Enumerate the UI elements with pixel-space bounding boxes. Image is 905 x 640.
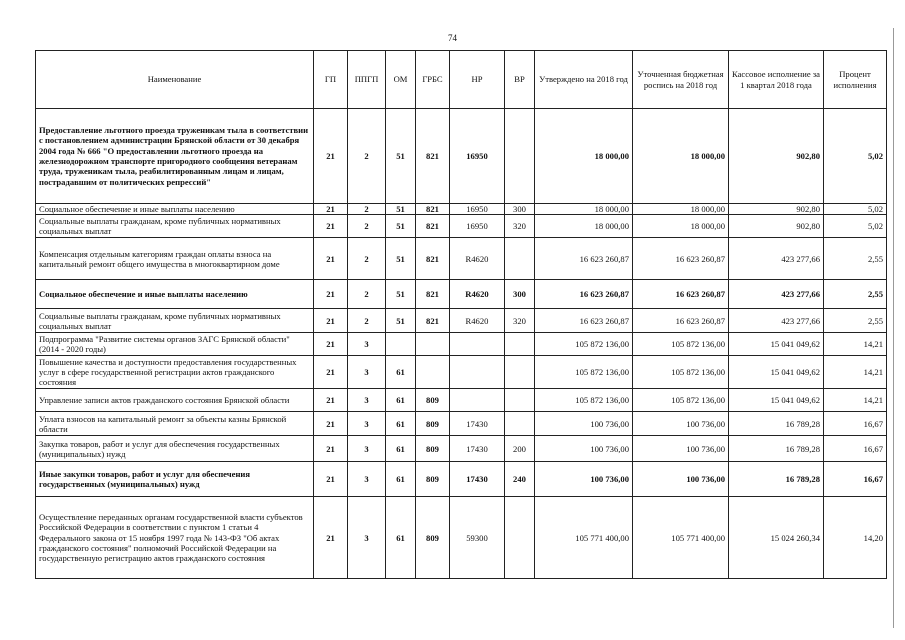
table-row <box>36 497 887 579</box>
row-om: 61 <box>386 356 416 389</box>
table-row <box>36 389 887 412</box>
row-grbs: 809 <box>416 436 450 462</box>
row-om: 61 <box>386 497 416 579</box>
row-name: Управление записи актов гражданского состояния Брянской области <box>36 389 314 412</box>
row-approved: 16 623 260,87 <box>535 280 633 309</box>
row-vr <box>505 412 535 436</box>
row-name: Осуществление переданных органам государственной власти субъектов Российской Федерации в соответствии с пунктом 1 статьи 4 Федерального закона от 15 ноября 1997 года № 143-ФЗ "Об актах гражданского состояния" полномочий Российской Федерации на государственную регистрацию актов гражданского состояния <box>36 497 314 579</box>
row-cash: 16 789,28 <box>729 412 824 436</box>
row-vr <box>505 109 535 204</box>
header-cash: Кассовое исполнение за 1 квартал 2018 года <box>729 51 824 109</box>
row-approved: 18 000,00 <box>535 215 633 238</box>
row-vr <box>505 497 535 579</box>
header-om: ОМ <box>386 51 416 109</box>
table-row <box>36 215 887 238</box>
row-vr: 240 <box>505 462 535 497</box>
row-vr <box>505 389 535 412</box>
row-percent: 16,67 <box>824 462 887 497</box>
row-vr: 200 <box>505 436 535 462</box>
row-cash: 902,80 <box>729 109 824 204</box>
row-percent: 5,02 <box>824 204 887 215</box>
row-grbs <box>416 356 450 389</box>
row-refined: 16 623 260,87 <box>633 309 729 333</box>
row-approved: 18 000,00 <box>535 204 633 215</box>
row-om: 61 <box>386 389 416 412</box>
row-percent: 2,55 <box>824 309 887 333</box>
row-gp: 21 <box>314 309 348 333</box>
row-vr: 320 <box>505 309 535 333</box>
row-name: Закупка товаров, работ и услуг для обеспечения государственных (муниципальных) нужд <box>36 436 314 462</box>
table-row <box>36 412 887 436</box>
row-ppgp: 2 <box>348 309 386 333</box>
table-row <box>36 109 887 204</box>
row-np: R4620 <box>450 309 505 333</box>
row-cash: 16 789,28 <box>729 436 824 462</box>
row-gp: 21 <box>314 436 348 462</box>
row-grbs: 809 <box>416 497 450 579</box>
row-cash: 423 277,66 <box>729 309 824 333</box>
row-grbs: 821 <box>416 204 450 215</box>
row-np: 16950 <box>450 204 505 215</box>
row-ppgp: 3 <box>348 462 386 497</box>
row-ppgp: 2 <box>348 215 386 238</box>
header-refined: Уточненная бюджетная роспись на 2018 год <box>633 51 729 109</box>
row-percent: 5,02 <box>824 109 887 204</box>
header-approved: Утверждено на 2018 год <box>535 51 633 109</box>
row-np: 16950 <box>450 215 505 238</box>
row-ppgp: 3 <box>348 333 386 356</box>
row-grbs: 821 <box>416 238 450 280</box>
table-row <box>36 356 887 389</box>
row-ppgp: 2 <box>348 238 386 280</box>
row-gp: 21 <box>314 333 348 356</box>
row-grbs <box>416 333 450 356</box>
row-cash: 16 789,28 <box>729 462 824 497</box>
row-name: Уплата взносов на капитальный ремонт за объекты казны Брянской области <box>36 412 314 436</box>
row-ppgp: 3 <box>348 497 386 579</box>
row-om: 51 <box>386 309 416 333</box>
row-name: Социальное обеспечение и иные выплаты населению <box>36 280 314 309</box>
row-cash: 902,80 <box>729 204 824 215</box>
row-approved: 100 736,00 <box>535 412 633 436</box>
row-approved: 100 736,00 <box>535 436 633 462</box>
row-refined: 18 000,00 <box>633 204 729 215</box>
row-om: 51 <box>386 204 416 215</box>
row-gp: 21 <box>314 462 348 497</box>
row-name: Иные закупки товаров, работ и услуг для обеспечения государственных (муниципальных) нужд <box>36 462 314 497</box>
row-cash: 423 277,66 <box>729 238 824 280</box>
row-np <box>450 356 505 389</box>
row-approved: 100 736,00 <box>535 462 633 497</box>
row-grbs: 809 <box>416 412 450 436</box>
row-np: 16950 <box>450 109 505 204</box>
row-percent: 14,20 <box>824 497 887 579</box>
row-approved: 105 872 136,00 <box>535 356 633 389</box>
row-vr <box>505 238 535 280</box>
row-refined: 100 736,00 <box>633 412 729 436</box>
row-ppgp: 2 <box>348 280 386 309</box>
row-ppgp: 2 <box>348 204 386 215</box>
row-om: 61 <box>386 436 416 462</box>
row-gp: 21 <box>314 497 348 579</box>
row-gp: 21 <box>314 238 348 280</box>
table-header-row <box>36 51 887 109</box>
row-cash: 902,80 <box>729 215 824 238</box>
row-vr: 300 <box>505 204 535 215</box>
table-row <box>36 333 887 356</box>
page-number: 74 <box>448 33 457 43</box>
row-approved: 105 872 136,00 <box>535 389 633 412</box>
row-refined: 105 872 136,00 <box>633 333 729 356</box>
row-approved: 105 771 400,00 <box>535 497 633 579</box>
header-percent: Процент исполнения <box>824 51 887 109</box>
row-name: Повышение качества и доступности предоставления государственных услуг в сфере государственной регистрации актов гражданского состояния <box>36 356 314 389</box>
row-percent: 14,21 <box>824 333 887 356</box>
row-om: 51 <box>386 238 416 280</box>
row-ppgp: 3 <box>348 412 386 436</box>
row-grbs: 821 <box>416 215 450 238</box>
row-np: 17430 <box>450 436 505 462</box>
row-gp: 21 <box>314 412 348 436</box>
row-refined: 105 771 400,00 <box>633 497 729 579</box>
row-np: 17430 <box>450 412 505 436</box>
row-cash: 15 024 260,34 <box>729 497 824 579</box>
header-np: НР <box>450 51 505 109</box>
row-vr <box>505 356 535 389</box>
row-om: 61 <box>386 412 416 436</box>
row-vr: 300 <box>505 280 535 309</box>
budget-execution-table <box>35 50 887 579</box>
row-approved: 105 872 136,00 <box>535 333 633 356</box>
row-grbs: 809 <box>416 389 450 412</box>
row-np: 59300 <box>450 497 505 579</box>
row-ppgp: 3 <box>348 356 386 389</box>
row-approved: 18 000,00 <box>535 109 633 204</box>
row-om <box>386 333 416 356</box>
row-percent: 16,67 <box>824 412 887 436</box>
row-gp: 21 <box>314 389 348 412</box>
row-grbs: 821 <box>416 109 450 204</box>
row-percent: 14,21 <box>824 389 887 412</box>
row-om: 51 <box>386 215 416 238</box>
row-vr: 320 <box>505 215 535 238</box>
header-grbs: ГРБС <box>416 51 450 109</box>
row-np: R4620 <box>450 238 505 280</box>
row-refined: 18 000,00 <box>633 109 729 204</box>
row-ppgp: 3 <box>348 389 386 412</box>
row-ppgp: 2 <box>348 109 386 204</box>
row-grbs: 821 <box>416 280 450 309</box>
table-row <box>36 204 887 215</box>
row-cash: 15 041 049,62 <box>729 333 824 356</box>
row-np <box>450 389 505 412</box>
table-row <box>36 309 887 333</box>
row-refined: 105 872 136,00 <box>633 389 729 412</box>
row-approved: 16 623 260,87 <box>535 238 633 280</box>
row-grbs: 821 <box>416 309 450 333</box>
row-cash: 15 041 049,62 <box>729 389 824 412</box>
row-refined: 18 000,00 <box>633 215 729 238</box>
row-name: Социальные выплаты гражданам, кроме публичных нормативных социальных выплат <box>36 309 314 333</box>
header-name: Наименование <box>36 51 314 109</box>
row-approved: 16 623 260,87 <box>535 309 633 333</box>
row-om: 51 <box>386 109 416 204</box>
row-cash: 423 277,66 <box>729 280 824 309</box>
row-np: 17430 <box>450 462 505 497</box>
row-gp: 21 <box>314 109 348 204</box>
row-cash: 15 041 049,62 <box>729 356 824 389</box>
row-refined: 105 872 136,00 <box>633 356 729 389</box>
row-percent: 16,67 <box>824 436 887 462</box>
row-gp: 21 <box>314 280 348 309</box>
row-om: 61 <box>386 462 416 497</box>
row-ppgp: 3 <box>348 436 386 462</box>
row-refined: 100 736,00 <box>633 462 729 497</box>
row-refined: 16 623 260,87 <box>633 238 729 280</box>
row-np: R4620 <box>450 280 505 309</box>
row-grbs: 809 <box>416 462 450 497</box>
header-vr: ВР <box>505 51 535 109</box>
row-percent: 2,55 <box>824 238 887 280</box>
row-vr <box>505 333 535 356</box>
row-name: Социальные выплаты гражданам, кроме публичных нормативных социальных выплат <box>36 215 314 238</box>
table-row <box>36 280 887 309</box>
row-np <box>450 333 505 356</box>
row-percent: 2,55 <box>824 280 887 309</box>
row-name: Компенсация отдельным категориям граждан оплаты взноса на капитальный ремонт общего имущества в многоквартирном доме <box>36 238 314 280</box>
row-refined: 16 623 260,87 <box>633 280 729 309</box>
table-row <box>36 238 887 280</box>
row-refined: 100 736,00 <box>633 436 729 462</box>
table-row <box>36 462 887 497</box>
table-row <box>36 436 887 462</box>
row-percent: 14,21 <box>824 356 887 389</box>
row-gp: 21 <box>314 215 348 238</box>
row-name: Предоставление льготного проезда труженикам тыла в соответствии с постановлением администрации Брянской области от 30 декабря 2004 года № 666 "О предоставлении льготного проезда на железнодорожном транспорте пригородного сообщения ветеранам труда, труженикам тыла, реабилитированным лицам и лицам, пострадавшим от политических репрессий" <box>36 109 314 204</box>
row-om: 51 <box>386 280 416 309</box>
row-percent: 5,02 <box>824 215 887 238</box>
row-gp: 21 <box>314 356 348 389</box>
page-edge-line <box>893 28 894 628</box>
row-name: Социальное обеспечение и иные выплаты населению <box>36 204 314 215</box>
header-gp: ГП <box>314 51 348 109</box>
row-name: Подпрограмма "Развитие системы органов ЗАГС Брянской области" (2014 - 2020 годы) <box>36 333 314 356</box>
header-ppgp: ППГП <box>348 51 386 109</box>
row-gp: 21 <box>314 204 348 215</box>
